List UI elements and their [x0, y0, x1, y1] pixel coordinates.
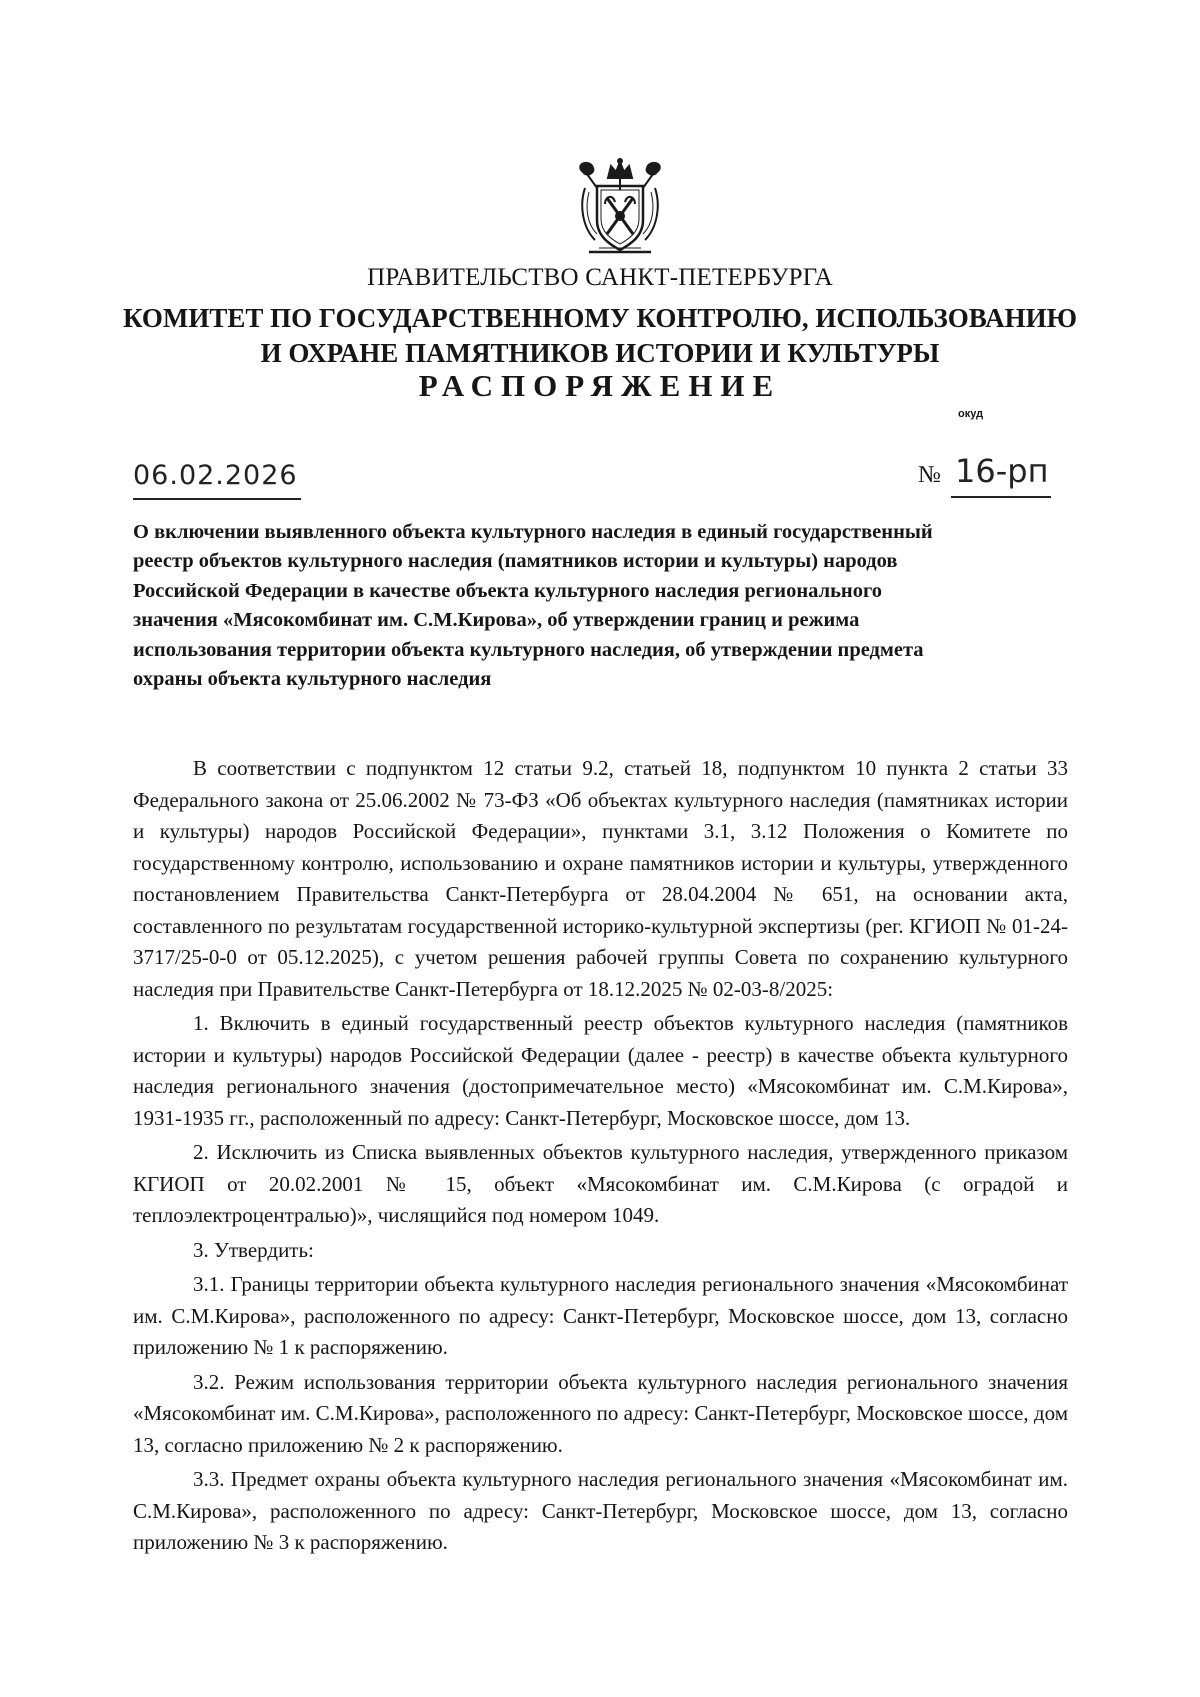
clause-2: 2. Исключить из Списка выявленных объектов культурного наследия, утвержденного приказом КГИОП от 20.02.2001 № 15, объект «Мясокомбинат им. С.М.Кирова (с оградой и теплоэлектроцентралью)», числящийся под номером 1049.	[133, 1140, 1068, 1227]
clause-1: 1. Включить в единый государственный реестр объектов культурного наследия (памятников истории и культуры) народов Российской Федерации (далее - реестр) в качестве объекта культурного наследия регионального значения (достопримечательное место) «Мясокомбинат им. С.М.Кирова», 1931-1935 гг., расположенный по адресу: Санкт-Петербург, Московское шоссе, дом 13.	[133, 1011, 1068, 1130]
date-underline	[133, 498, 301, 500]
clause-3: 3. Утвердить:	[193, 1237, 314, 1262]
committee-name	[0, 301, 1200, 371]
preamble-paragraph: В соответствии с подпунктом 12 статьи 9.2, статьей 18, подпунктом 10 пункта 2 статьи 33 Федерального закона от 25.06.2002 № 73-ФЗ «Об объектах культурного наследия (памятниках истории и культуры) народов Российской Федерации», пунктами 3.1, 3.12 Положения о Комитете по государственному контролю, использованию и охране памятников истории и культуры, утвержденного постановлением Правительства Санкт-Петербурга от 28.04.2004 № 651, на основании акта, составленного по результатам государственной историко-культурной экспертизы (рег. КГИОП № 01-24-3717/25-0-0 от 05.12.2025), с учетом решения рабочей группы Совета по сохранению культурного наследия при Правительстве Санкт-Петербурга от 18.12.2025 № 02-03-8/2025:	[133, 756, 1068, 1001]
clause-3-3: 3.3. Предмет охраны объекта культурного наследия регионального значения «Мясокомбинат им. С.М.Кирова», расположенного по адресу: Санкт-Петербург, Московское шоссе, дом 13, согласно приложению № 3 к распоряжению.	[133, 1467, 1068, 1554]
committee-name-line-2: И ОХРАНЕ ПАМЯТНИКОВ ИСТОРИИ И КУЛЬТУРЫ	[260, 338, 940, 368]
number-sign: №	[918, 462, 941, 488]
okud-label: окуд	[958, 408, 984, 420]
clause-3-2: 3.2. Режим использования территории объекта культурного наследия регионального значения «Мясокомбинат им. С.М.Кирова», расположенного по адресу: Санкт-Петербург, Московское шоссе, дом 13, согласно приложению № 2 к распоряжению.	[133, 1369, 1068, 1457]
document-number: 16-рп	[955, 452, 1049, 490]
document-type-title: РАСПОРЯЖЕНИЕ	[418, 368, 782, 403]
committee-name-line-1: КОМИТЕТ ПО ГОСУДАРСТВЕННОМУ КОНТРОЛЮ, ИСПОЛЬЗОВАНИЮ	[123, 303, 1077, 333]
document-date: 06.02.2026	[133, 460, 298, 491]
government-name: ПРАВИТЕЛЬСТВО САНКТ-ПЕТЕРБУРГА	[367, 264, 833, 291]
document-subject: О включении выявленного объекта культурного наследия в единый государственный реестр объектов культурного наследия (памятников истории и культуры) народов Российской Федерации в качестве объекта культурного наследия регионального значения «Мясокомбинат им. С.М.Кирова», об утверждении границ и режима использования территории объекта культурного наследия, об утверждении предмета охраны объекта культурного наследия	[133, 521, 933, 691]
st-petersburg-coat-of-arms-icon	[575, 158, 665, 258]
document-body	[133, 753, 1068, 1562]
number-underline	[951, 496, 1051, 498]
clause-3-1: 3.1. Границы территории объекта культурного наследия регионального значения «Мясокомбинат им. С.М.Кирова», расположенного по адресу: Санкт-Петербург, Московское шоссе, дом 13, согласно приложению № 1 к распоряжению.	[133, 1272, 1068, 1359]
